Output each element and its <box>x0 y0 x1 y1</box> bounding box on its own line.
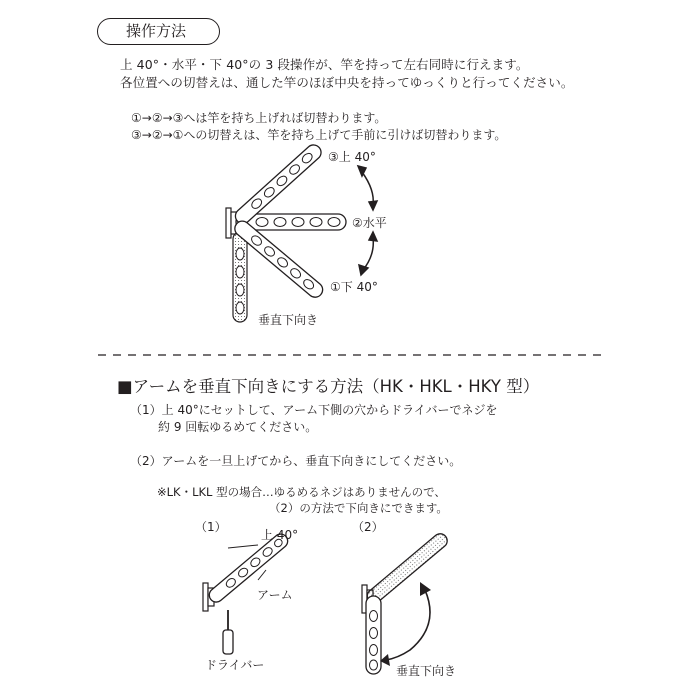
note-line-2: ③→②→①への切替えは、竿を持ち上げて手前に引けば切替わります。 <box>131 128 507 142</box>
section-title: 操作方法 <box>126 22 187 40</box>
fig1-arm-leader <box>258 570 266 580</box>
rotation-arrow-lower <box>359 232 377 275</box>
fig2-arm-vertical <box>366 596 381 674</box>
fig2-vertical-label: 垂直下向き <box>396 664 457 678</box>
intro-line-2: 各位置への切替えは、通した竿のほぼ中央を持ってゆっくりと行ってください。 <box>120 75 574 90</box>
label-down-40: ①下 40° <box>330 280 378 294</box>
fig2-arm-raised <box>364 531 450 606</box>
step2-line: （2）アームを一旦上げてから、垂直下向きにしてください。 <box>130 454 462 468</box>
arm-vertical <box>233 232 247 322</box>
note-line-1: ①→②→③へは竿を持ち上げれば切替わります。 <box>131 111 387 125</box>
step1-line-1: （1）上 40°にセットして、アーム下側の穴からドライバーでネジを <box>130 403 498 417</box>
fig1-angle-label: 上 40° <box>261 528 299 542</box>
fig2-label: （2） <box>352 520 384 534</box>
fig1-driver-label: ドライバー <box>205 658 265 672</box>
rotation-arrow-upper <box>358 166 377 210</box>
label-up-40: ③上 40° <box>328 150 376 164</box>
label-vertical-down: 垂直下向き <box>258 313 319 327</box>
fig1-arm-label: アーム <box>257 588 293 602</box>
note-line-lk-2: （2）の方法で下向きにできます。 <box>269 501 448 515</box>
fig1-label: （1） <box>195 520 227 534</box>
section2-heading: ■アームを垂直下向きにする方法（HK・HKL・HKY 型） <box>117 377 540 396</box>
intro-line-1: 上 40°・水平・下 40°の 3 段操作が、竿を持って左右同時に行えます。 <box>120 57 529 72</box>
note-line-lk-1: ※LK・LKL 型の場合…ゆるめるネジはありませんので、 <box>157 485 446 499</box>
screwdriver-icon <box>223 610 233 654</box>
fig1-angle-leader <box>228 545 258 548</box>
label-horizontal: ②水平 <box>352 216 387 230</box>
step1-line-2: 約 9 回転ゆるめてください。 <box>158 420 318 434</box>
